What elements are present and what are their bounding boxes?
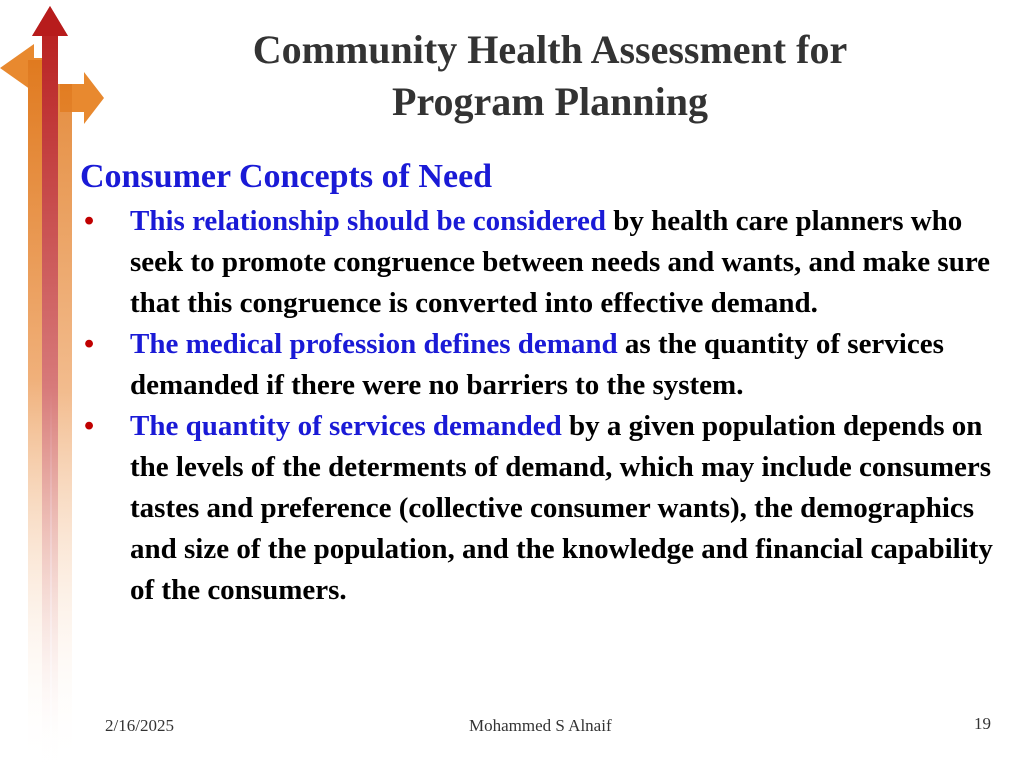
bullet-text: as the quantity of services demanded if there were no barriers to the system. — [130, 328, 944, 401]
title-line-2: Program Planning — [392, 79, 708, 124]
bullet-highlight: The quantity of services demanded — [130, 410, 562, 442]
bullet-marker: • — [84, 410, 95, 442]
slide-title — [120, 24, 980, 128]
bullet-highlight: The medical profession defines demand — [130, 328, 618, 360]
title-line-1: Community Health Assessment for — [252, 27, 848, 72]
bullet-highlight: This relationship should be considered — [130, 205, 606, 237]
bullet-list — [80, 201, 1000, 611]
footer-author: Mohammed S Alnaif — [469, 716, 612, 735]
page-number: 19 — [974, 714, 991, 733]
bullet-text: by health care planners who seek to promote congruence between needs and wants, and make sure that this congruence is converted into effective demand. — [130, 205, 991, 319]
bullet-text: by a given population depends on the levels of the determents of demand, which may include consumers tastes and preference (collective consumer wants), the demographics and size of the population, and the knowledge and financial capability of the consumers. — [130, 410, 993, 606]
slide-content — [80, 155, 1000, 611]
section-heading: Consumer Concepts of Need — [80, 158, 493, 195]
bullet-item — [80, 406, 1000, 611]
bullet-marker: • — [84, 328, 95, 360]
footer-date: 2/16/2025 — [105, 716, 174, 735]
bullet-item — [80, 201, 1000, 324]
bullet-item — [80, 324, 1000, 406]
bullet-marker: • — [84, 205, 95, 237]
